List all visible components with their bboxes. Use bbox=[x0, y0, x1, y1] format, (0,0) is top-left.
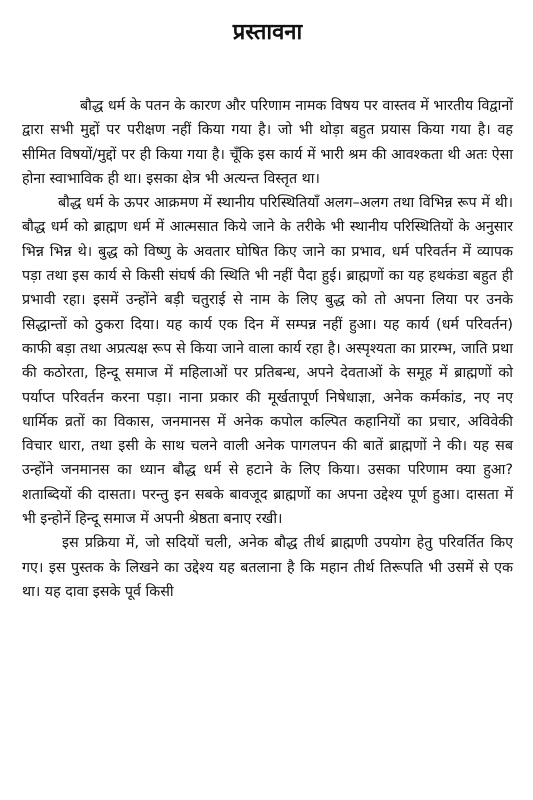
paragraph-2: बौद्ध धर्म के ऊपर आक्रमण में स्थानीय परिस्थितियाँ अलग–अलग तथा विभिन्न रूप में थी। बौद्ध धर्म को ब्राह्मण धर्म में आत्मसात किये जाने के तरीके भी स्थानीय परिस्थितियों के अनुसार भिन्न भिन्न थे। बुद्ध को विष्णु के अवतार घोषित किए जाने का प्रभाव, धर्म परिवर्तन में व्यापक पड़ा तथा इस कार्य से किसी संघर्ष की स्थिति भी नहीं पैदा हुई। ब्राह्मणों का यह हथकंडा बहुत ही प्रभावी रहा। इसमें उन्होंने बड़ी चतुराई से नाम के लिए बुद्ध को तो अपना लिया पर उनके सिद्धान्तों को ठुकरा दिया। यह कार्य एक दिन में सम्पन्न नहीं हुआ। यह कार्य (धर्म परिवर्तन) काफी बड़ा तथा अप्रत्यक्ष रूप से किया जाने वाला कार्य रहा है। अस्पृश्यता का प्रारम्भ, जाति प्रथा की कठोरता, हिन्दू समाज में महिलाओं पर प्रतिबन्ध, अपने देवताओं के समूह में ब्राह्मणों को पर्याप्त परिवर्तन करना पड़ा। नाना प्रकार की मूर्खतापूर्ण निषेधाज्ञा, अनेक कर्मकांड, नए नए धार्मिक व्रतों का विकास, जनमानस में अनेक कपोल कल्पित कहानियों का प्रचार, अविवेकी विचार धारा, तथा इसी के साथ चलने वाली अनेक पागलपन की बातें ब्राह्मणों ने की। यह सब उन्होंने जनमानस का ध्यान बौद्ध धर्म से हटाने के लिए किया। उसका परिणाम क्या हुआ? शताब्दियों की दासता। परन्तु इन सबके बावजूद ब्राह्मणों का अपना उद्देश्य पूर्ण हुआ। दासता में भी इन्होनें हिन्दू समाज में अपनी श्रेष्ठता बनाए रखी। bbox=[22, 195, 513, 528]
paragraph-3: इस प्रक्रिया में, जो सदियों चली, अनेक बौद्ध तीर्थ ब्राह्मणी उपयोग हेतु परिवर्तित किए गए। इस पुस्तक के लिखने का उद्देश्य यह बतलाना है कि महान तीर्थ तिरूपति भी उसमें से एक था। यह दावा इसके पूर्व किसी bbox=[22, 535, 513, 600]
body-text bbox=[22, 94, 513, 604]
paragraph-1: बौद्ध धर्म के पतन के कारण और परिणाम नामक विषय पर वास्तव में भारतीय विद्वानों द्वारा सभी मुद्दों पर परीक्षण नहीं किया गया है। जो भी थोड़ा बहुत प्रयास किया गया है। वह सीमित विषयों/मुद्दों पर ही किया गया है। चूँकि इस कार्य में भारी श्रम की आवश्कता थी अतः ऐसा होना स्वाभाविक ही था। इसका क्षेत्र भी अत्यन्त विस्तृत था। bbox=[22, 98, 513, 187]
page-title: प्रस्तावना bbox=[232, 20, 303, 45]
